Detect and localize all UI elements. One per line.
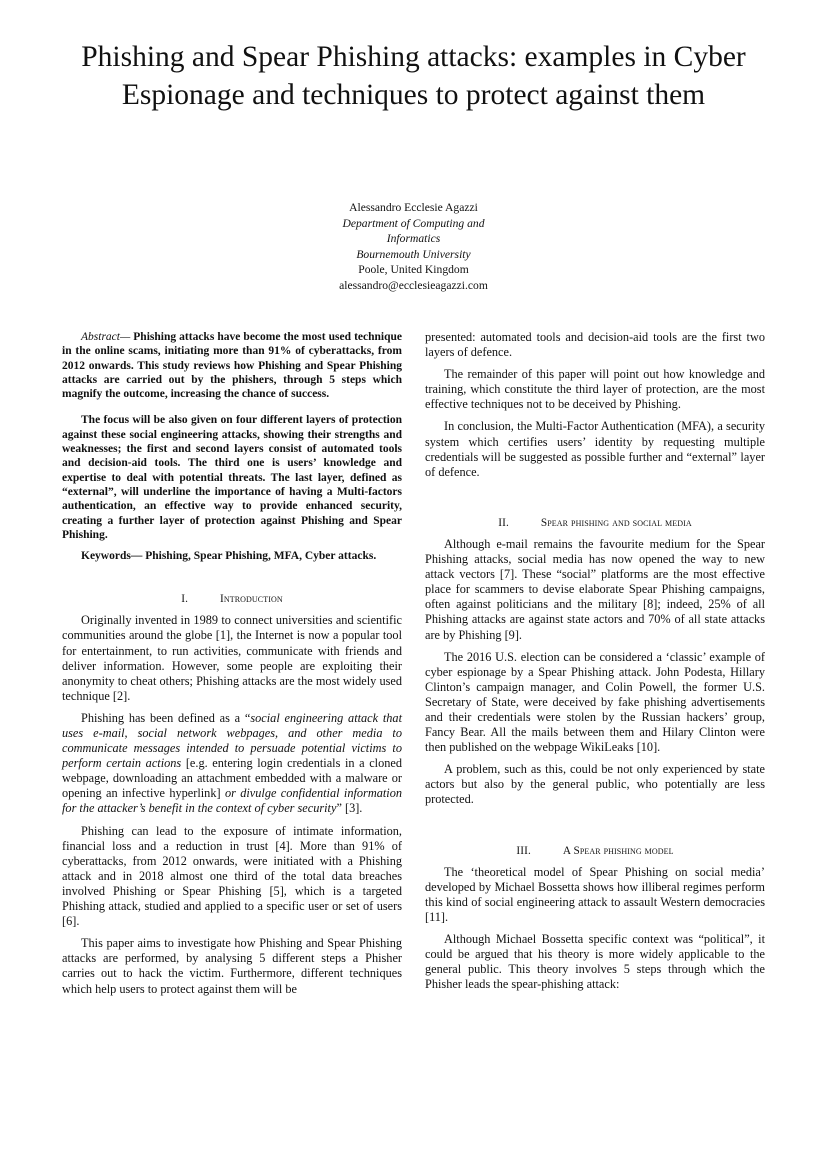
author-email: alessandro@ecclesieagazzi.com [339, 278, 488, 292]
section-heading-introduction [62, 592, 402, 607]
keywords: Keywords— Phishing, Spear Phishing, MFA, Cyber attacks. [81, 550, 377, 563]
paper-title: Phishing and Spear Phishing attacks: examples in Cyber Espionage and techniques to protect against them [81, 41, 746, 111]
intro-paragraph-6: In conclusion, the Multi-Factor Authentication (MFA), a security system which certifies users’ identity by requesting multiple credentials will be suggested as possible further and “external” layer of defence. [425, 419, 765, 479]
abstract-paragraph-2: The focus will be also given on four different layers of protection against these social engineering attacks, showing their strengths and weaknesses; the first and second layers consist of automated tools and decision-aid tools. The third one is users’ knowledge and expertise to deal with potential threats. The last layer, defined as “external”, will underline the importance of having a Multi-factors authentication, an effective way to provide enhanced security, creating a further layer of protection against Phishing and Spear Phishing. [62, 414, 402, 541]
section-heading-model [425, 844, 765, 859]
model-paragraph-1: The ‘theoretical model of Spear Phishing on social media’ developed by Michael Bossetta shows how illiberal regimes perform this kind of social engineering attack to assault Western democracies [11]. [425, 864, 765, 924]
abstract-paragraph [62, 330, 402, 401]
intro-paragraph-4: This paper aims to investigate how Phishing and Spear Phishing attacks are performed, by analysing 5 different steps a Phisher carries out to hack the victim. Furthermore, different techniques which help users to protect against them will be [62, 936, 402, 996]
section-title: A Spear phishing model [562, 844, 674, 857]
section-number: III. [516, 844, 531, 857]
model-paragraph-2: Although Michael Bossetta specific context was “political”, it could be argued that his theory is more widely applicable to the general public. This theory involves 5 steps through which the Phisher leads the spear-phishing attack: [425, 932, 765, 992]
section-number: II. [498, 516, 509, 529]
abstract-text: Phishing attacks have become the most used technique in the online scams, initiating more than 91% of cyberattacks, from 2012 onwards. This study reviews how Phishing and Spear Phishing attacks are carried out by the phishers, through 5 steps which magnify the outcome, increasing the chance of success. [62, 331, 402, 401]
left-column [62, 330, 402, 1004]
spear-paragraph-2: The 2016 U.S. election can be considered a ‘classic’ example of cyber espionage by a Spear Phishing attack. John Podesta, Hillary Clinton’s campaign manager, and Colin Powell, the former U.S. Secretary of State, were deceived by fake phishing advertisements and their credentials were stolen by the Russian hackers’ group, Fancy Bear. All the mails between them and Hilary Clinton were then published on the webpage WikiLeaks [10]. [425, 649, 765, 755]
author-name: Alessandro Ecclesie Agazzi [349, 201, 478, 214]
intro-text: ” [3]. [336, 801, 363, 816]
spear-paragraph-3: A problem, such as this, could be not only experienced by state actors but also by the general public, who potentially are less protected. [425, 762, 765, 807]
section-number: I. [181, 593, 189, 606]
intro-paragraph-1: Originally invented in 1989 to connect universities and scientific communities around the globe [1], the Internet is now a popular tool for entertainment, to run activities, communicate with friends and deliver information. However, some people are exploiting their anonymity to cheat others; Phishing attacks are the most widely used technique [2]. [62, 613, 402, 703]
right-column [425, 330, 765, 999]
author-location: Poole, United Kingdom [358, 263, 469, 277]
intro-paragraph-4-cont: presented: automated tools and decision-aid tools are the first two layers of defence. [425, 330, 765, 360]
author-department: Department of Computing and [342, 216, 485, 230]
intro-paragraph-2 [62, 711, 402, 817]
abstract-label: Abstract— [81, 331, 131, 343]
intro-text: Phishing has been defined as a “ [81, 710, 251, 725]
intro-quote: or divulge confidential information for the attacker’s benefit in the context of cyber security [62, 786, 402, 816]
spear-paragraph-1: Although e-mail remains the favourite medium for the Spear Phishing attacks, social media has now opened the way to new attack vectors [7]. These “social” platforms are the most effective place for scammers to devise elaborate Spear Phishing campaigns, often against politicians and the military [8]; indeed, 25% of all Phishing attacks are against state actors and 70% of all state attacks are by Phishing [9]. [425, 536, 765, 642]
section-heading-spear-phishing [425, 516, 765, 531]
author-department-cont: Informatics [386, 232, 441, 246]
intro-paragraph-3: Phishing can lead to the exposure of intimate information, financial loss and a reduction in trust [4]. More than 91% of cyberattacks, from 2012 onwards, were initiated with a Phishing attack and in 2018 almost one third of the total data breaches involved Phishing or Spear Phishing [5], which is a targeted Phishing attack, studied and applied to a specific user or set of users [6]. [62, 823, 402, 929]
intro-quote: social engineering attack that uses e-mail, social network webpages, and other media to communicate messages intended to persuade potential victims to perform certain actions [62, 710, 402, 771]
section-title: Introduction [220, 593, 283, 606]
intro-text: [e.g. entering login credentials in a cloned webpage, downloading an attachment embedded with a malware or opening an infective hyperlink] [62, 756, 403, 801]
author-university: Bournemouth University [356, 247, 471, 261]
section-title: Spear phishing and social media [540, 516, 692, 529]
intro-paragraph-5: The remainder of this paper will point out how knowledge and training, which constitute the third layer of protection, are the most effective techniques not to be deceived by Phishing. [425, 367, 765, 412]
author-block [240, 200, 587, 294]
